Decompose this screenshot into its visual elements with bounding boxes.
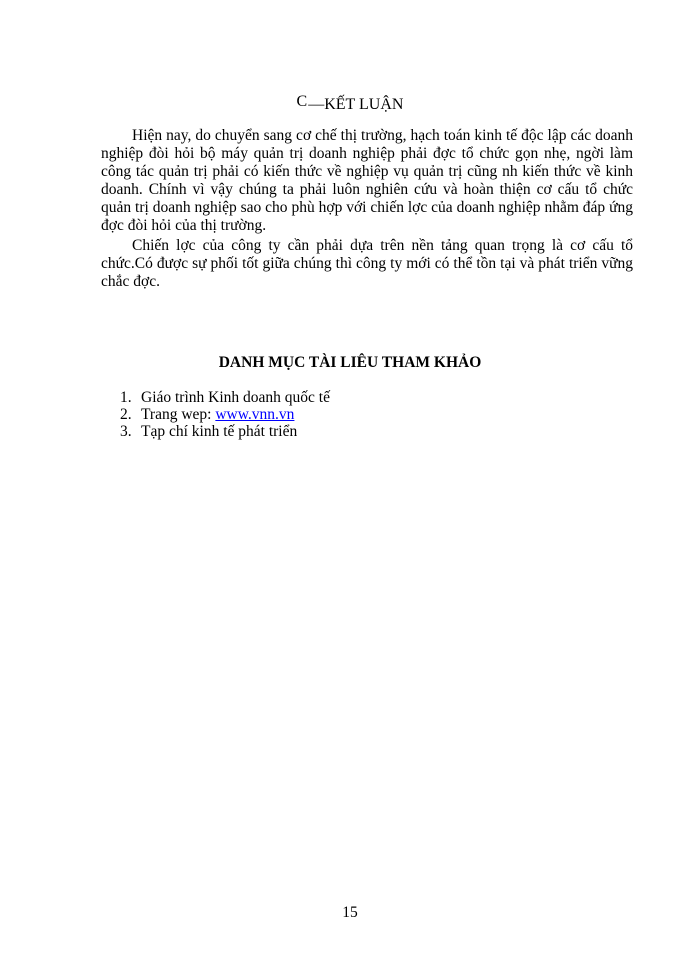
- reference-item: [120, 406, 330, 423]
- page-number: 15: [342, 904, 358, 921]
- reference-text: Giáo trình Kinh doanh quốc tế: [141, 389, 330, 406]
- reference-number: 1.: [120, 389, 132, 406]
- reference-item: [120, 423, 330, 440]
- reference-text: Trang wep:: [141, 406, 216, 423]
- conclusion-heading: [0, 93, 700, 114]
- conclusion-title: KẾT LUẬN: [324, 96, 404, 113]
- conclusion-paragraph-1: Hiện nay, do chuyển sang cơ chế thị trường, hạch toán kinh tế độc lập các doanh nghiệp đòi hỏi bộ máy quản trị doanh nghiệp phải đợc tổ chức gọn nhẹ, ngời làm công tác quản trị phải có kiến thức về nghiệp vụ quản trị cũng nh kiến thức về kinh doanh. Chính vì vậy chúng ta phải luôn nghiên cứu và hoàn thiện cơ cấu tổ chức quản trị doanh nghiệp sao cho phù hợp với chiến lợc của doanh nghiệp nhằm đáp ứng đợc đòi hỏi của thị trường.: [101, 127, 633, 234]
- reference-text: Tạp chí kinh tế phát triển: [141, 423, 298, 440]
- section-dash: —: [308, 96, 325, 113]
- section-letter: C: [296, 93, 308, 110]
- reference-link[interactable]: www.vnn.vn: [215, 406, 295, 423]
- references-list: [120, 389, 330, 440]
- conclusion-paragraph-2: Chiến lợc của công ty cần phải dựa trên nền tảng quan trọng là cơ cấu tổ chức.Có được sự phối tốt giữa chúng thì công ty mới có thể tồn tại và phát triển vững chắc đợc.: [101, 237, 633, 290]
- references-heading: DANH MỤC TÀI LIÊU THAM KHẢO: [218, 354, 482, 371]
- reference-number: 3.: [120, 423, 132, 440]
- reference-item: [120, 389, 330, 406]
- reference-number: 2.: [120, 406, 132, 423]
